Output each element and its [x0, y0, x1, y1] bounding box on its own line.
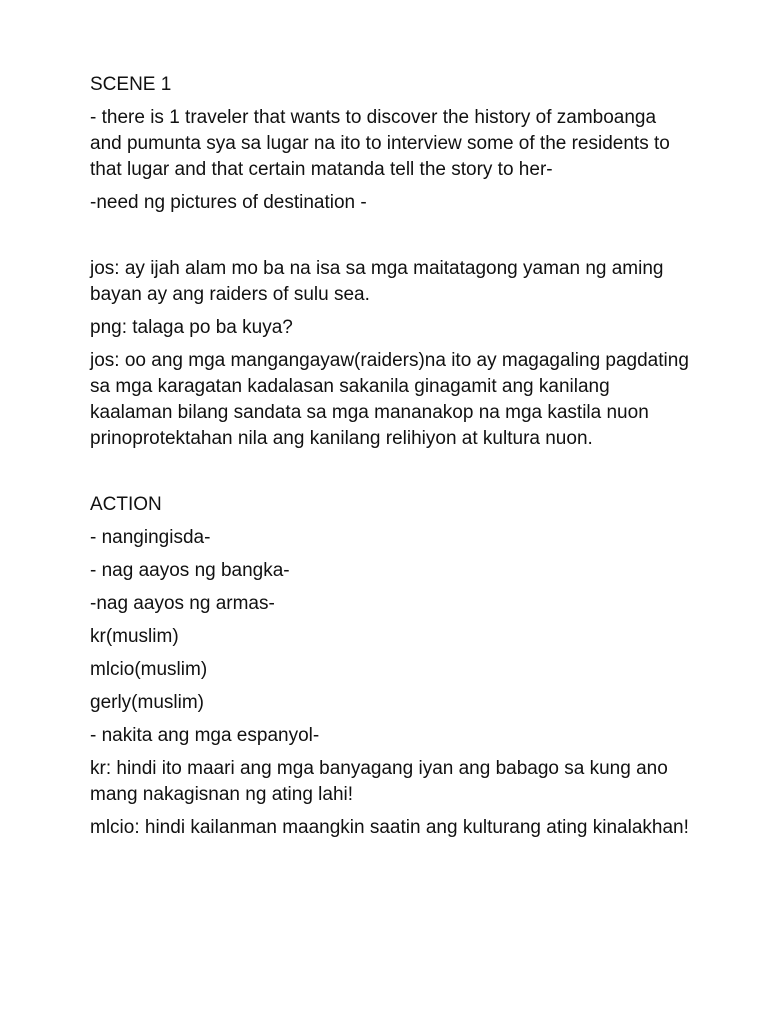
dialogue-line: jos: oo ang mga mangangayaw(raiders)na ito ay magagaling pagdating sa mga karagatan kadalasan sakanila ginagamit ang kanilang kaalaman bilang sandata sa mga mananakop na mga kastila nuon prinoprotektahan nila ang kanilang relihiyon at kultura nuon. — [90, 350, 689, 449]
action-heading: ACTION — [90, 494, 162, 515]
dialogue-line: kr: hindi ito maari ang mga banyagang iyan ang babago sa kung ano mang nakagisnan ng ating lahi! — [90, 758, 668, 805]
dialogue-line: jos: ay ijah alam mo ba na isa sa mga maitatagong yaman ng aming bayan ay ang raiders of sulu sea. — [90, 258, 664, 305]
scene-description: - there is 1 traveler that wants to discover the history of zamboanga and pumunta sya sa lugar na ito to interview some of the residents to that lugar and that certain matanda tell the story to her- — [90, 107, 670, 180]
character-item: mlcio(muslim) — [90, 659, 208, 680]
scene-heading: SCENE 1 — [90, 74, 172, 95]
action-item: -nag aayos ng armas- — [90, 593, 275, 614]
action-item: - nag aayos ng bangka- — [90, 560, 290, 581]
action-item: - nakita ang mga espanyol- — [90, 725, 320, 746]
document-body — [90, 72, 690, 848]
dialogue-line: mlcio: hindi kailanman maangkin saatin ang kulturang ating kinalakhan! — [90, 817, 689, 838]
character-item: kr(muslim) — [90, 626, 179, 647]
dialogue-line: png: talaga po ba kuya? — [90, 317, 293, 338]
character-item: gerly(muslim) — [90, 692, 204, 713]
scene-note: -need ng pictures of destination - — [90, 192, 367, 213]
action-item: - nangingisda- — [90, 527, 211, 548]
